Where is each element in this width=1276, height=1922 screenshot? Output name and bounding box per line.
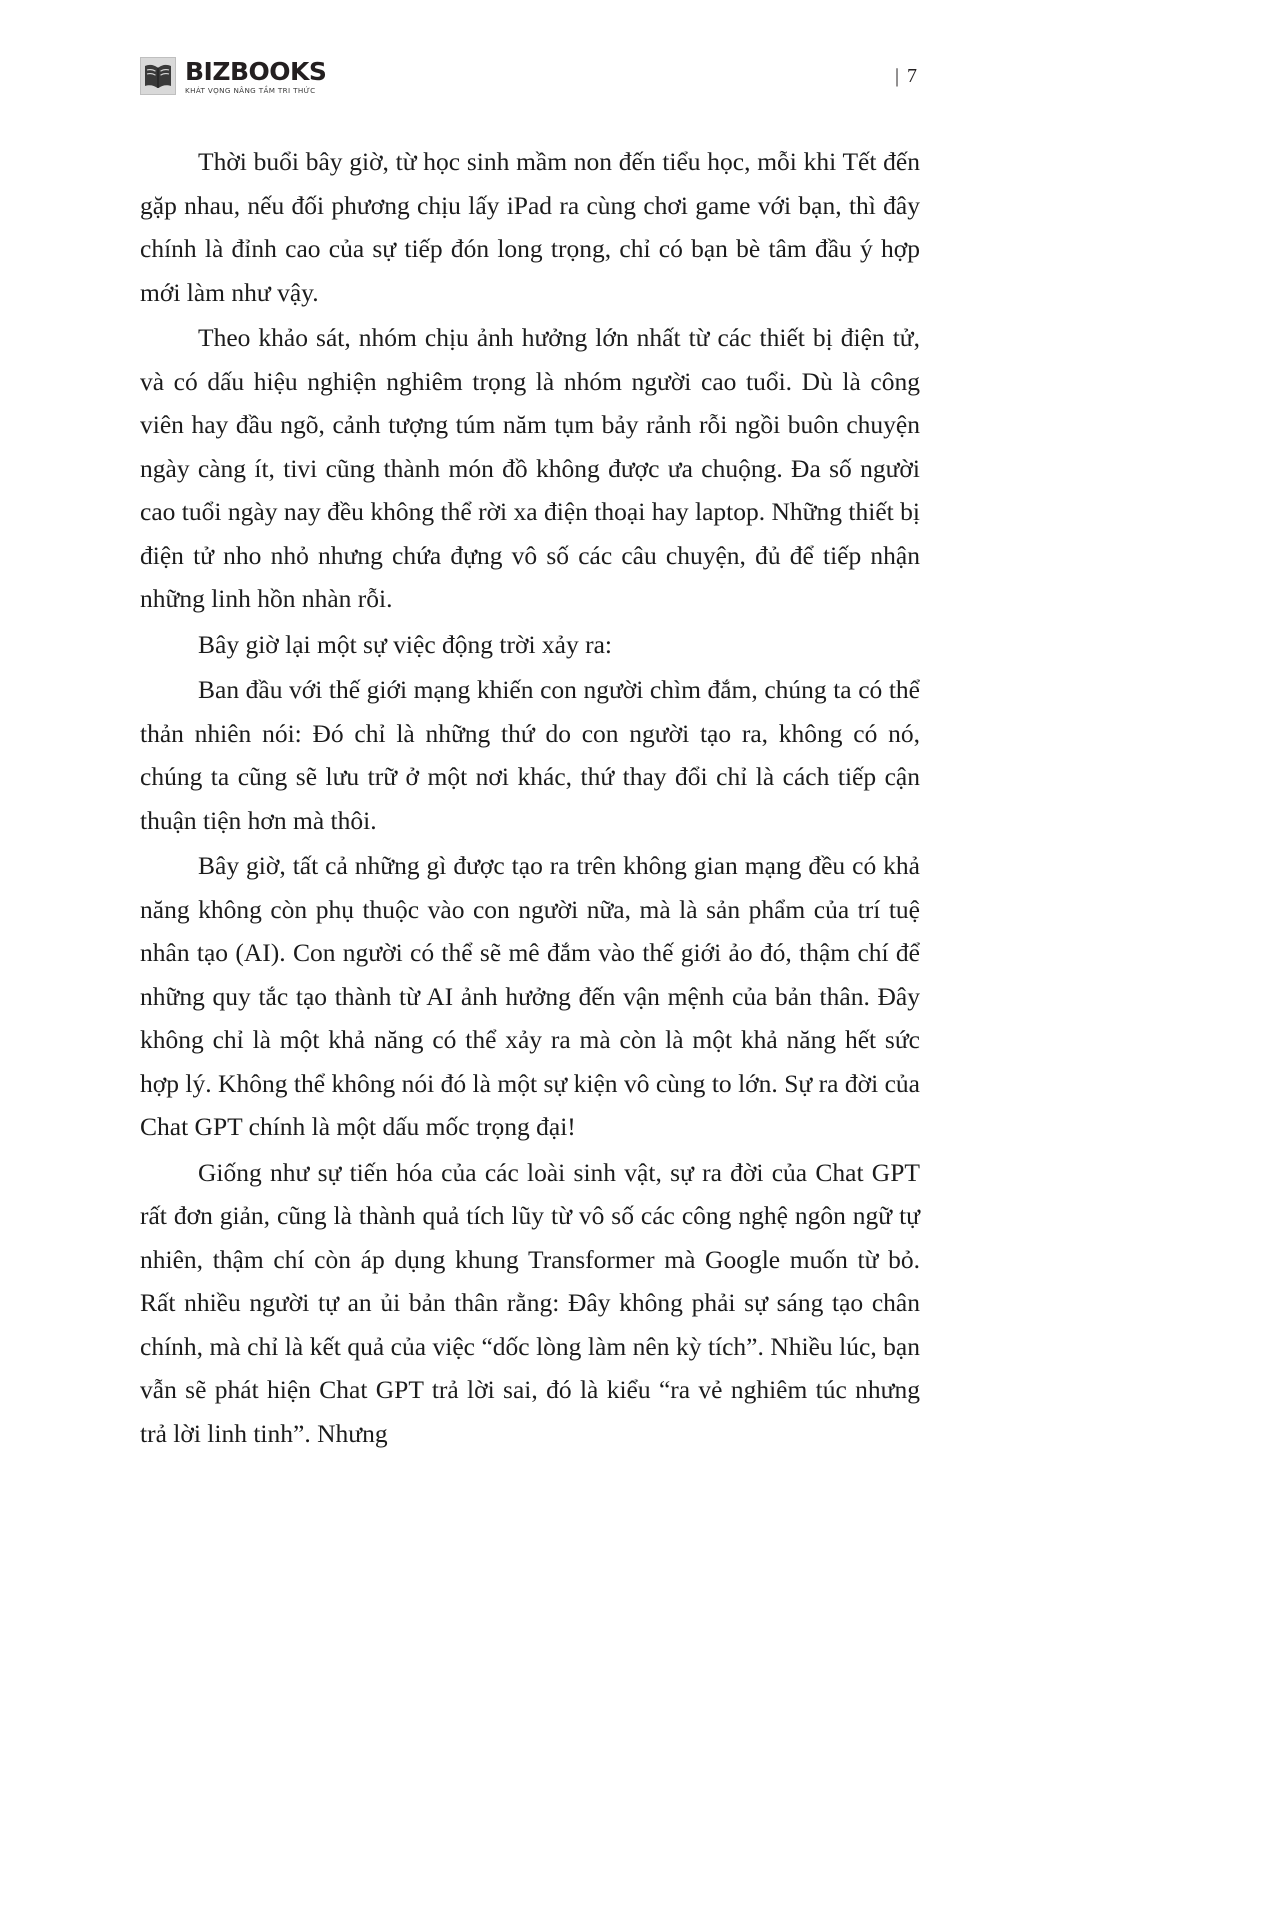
page-folio [895, 65, 918, 88]
folio-separator: | [894, 64, 900, 87]
brand-text-block [185, 56, 327, 95]
paragraph: Thời buổi bây giờ, từ học sinh mầm non đến tiểu học, mỗi khi Tết đến gặp nhau, nếu đối phương chịu lấy iPad ra cùng chơi game với bạn, thì đây chính là đỉnh cao của sự tiếp đón long trọng, chỉ có bạn bè tâm đầu ý hợp mới làm như vậy. [140, 147, 920, 307]
paragraph: Giống như sự tiến hóa của các loài sinh vật, sự ra đời của Chat GPT rất đơn giản, cũng là thành quả tích lũy từ vô số các công nghệ ngôn ngữ tự nhiên, thậm chí còn áp dụng khung Transformer mà Google muốn từ bỏ. Rất nhiều người tự an ủi bản thân rằng: Đây không phải sự sáng tạo chân chính, mà chỉ là kết quả của việc “dốc lòng làm nên kỳ tích”. Nhiều lúc, bạn vẫn sẽ phát hiện Chat GPT trả lời sai, đó là kiểu “ra vẻ nghiêm túc nhưng trả lời linh tinh”. Nhưng [140, 1157, 920, 1448]
page-body [140, 140, 920, 1457]
page-number: 7 [907, 64, 918, 87]
page-header [140, 52, 918, 100]
brand-name: BIZBOOKS [185, 56, 327, 86]
paragraph: Bây giờ lại một sự việc động trời xảy ra: [198, 629, 613, 659]
paragraph: Ban đầu với thế giới mạng khiến con người chìm đắm, chúng ta có thể thản nhiên nói: Đó chỉ là những thứ do con người tạo ra, không có nó, chúng ta cũng sẽ lưu trữ ở một nơi khác, thứ thay đổi chỉ là cách tiếp cận thuận tiện hơn mà thôi. [140, 675, 920, 835]
open-book-icon [140, 57, 176, 95]
publisher-logo [140, 57, 326, 95]
paragraph: Bây giờ, tất cả những gì được tạo ra trên không gian mạng đều có khả năng không còn phụ thuộc vào con người nữa, mà là sản phẩm của trí tuệ nhân tạo (AI). Con người có thể sẽ mê đắm vào thế giới ảo đó, thậm chí để những quy tắc tạo thành từ AI ảnh hưởng đến vận mệnh của bản thân. Đây không chỉ là một khả năng có thể xảy ra mà còn là một khả năng hết sức hợp lý. Không thể không nói đó là một sự kiện vô cùng to lớn. Sự ra đời của Chat GPT chính là một dấu mốc trọng đại! [140, 851, 920, 1141]
paragraph: Theo khảo sát, nhóm chịu ảnh hưởng lớn nhất từ các thiết bị điện tử, và có dấu hiệu nghiện nghiêm trọng là nhóm người cao tuổi. Dù là công viên hay đầu ngõ, cảnh tượng túm năm tụm bảy rảnh rỗi ngồi buôn chuyện ngày càng ít, tivi cũng thành món đồ không được ưa chuộng. Đa số người cao tuổi ngày nay đều không thể rời xa điện thoại hay laptop. Những thiết bị điện tử nho nhỏ nhưng chứa đựng vô số các câu chuyện, đủ để tiếp nhận những linh hồn nhàn rỗi. [140, 323, 920, 613]
brand-tagline: KHÁT VỌNG NÂNG TẦM TRI THỨC [185, 85, 316, 95]
